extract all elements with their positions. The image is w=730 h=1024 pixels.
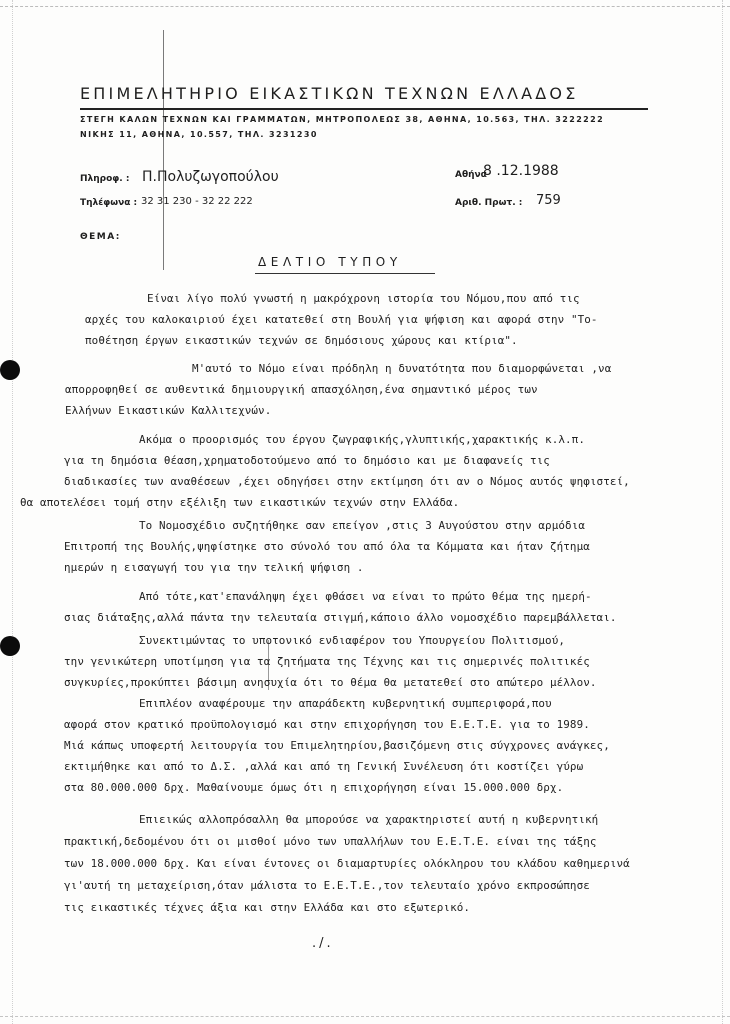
body-line: γι'αυτή τη μεταχείριση,όταν μάλιστα το Ε.Ε.Τ.Ε.,τον τελευταίο χρόνο εκπροσώπησε [64, 879, 590, 892]
body-line: αφορά στον κρατικό προϋπολογισμό και στην επιχορήγηση του Ε.Ε.Τ.Ε. για το 1989. [64, 718, 590, 731]
body-line: Από τότε,κατ'επανάληψη έχει φθάσει να είναι το πρώτο θέμα της ημερή- [139, 590, 592, 603]
body-line: πρακτική,δεδομένου ότι οι μισθοί μόνο των υπαλλήλων του Ε.Ε.Τ.Ε. είναι της τάξης [64, 835, 597, 848]
body-line: σιας διάταξης,αλλά πάντα την τελευταία στιγμή,κάποιο άλλο νομοσχέδιο παρεμβάλλεται. [64, 611, 617, 624]
body-line: Το Νομοσχέδιο συζητήθηκε σαν επείγον ,στις 3 Αυγούστου στην αρμόδια [139, 519, 585, 532]
body-line: των 18.000.000 δρχ. Και είναι έντονες οι διαμαρτυρίες ολόκληρου του κλάδου καθημερινά [64, 857, 630, 870]
body-line: εκτιμήθηκε και από το Δ.Σ. ,αλλά και από τη Γενική Συνέλευση ότι κοστίζει γύρω [64, 760, 584, 773]
date-value: 8 .12.1988 [483, 163, 559, 179]
scan-edge-left [12, 0, 13, 1024]
letterhead-title: ΕΠΙΜΕΛΗΤΗΡΙΟ ΕΙΚΑΣΤΙΚΩΝ ΤΕΧΝΩΝ ΕΛΛΑΔΟΣ [80, 84, 579, 103]
body-line: Επιτροπή της Βουλής,ψηφίστηκε στο σύνολό του από όλα τα Κόμματα και ήταν ζήτημα [64, 540, 590, 553]
body-line: συγκυρίες,προκύπτει βάσιμη ανησυχία ότι το θέμα θα μετατεθεί στο απώτερο μέλλον. [64, 676, 597, 689]
info-value: Π.Πολυζωγοπούλου [142, 169, 279, 185]
continuation-mark: ./. [312, 936, 334, 951]
press-release-heading: ΔΕΛΤΙΟ ΤΥΠΟΥ [258, 255, 402, 269]
body-line: την γενικώτερη υποτίμηση για τα ζητήματα της Τέχνης και τις σημερινές πολιτικές [64, 655, 590, 668]
info-label: Πληροφ. : [80, 174, 130, 184]
body-line: Ελλήνων Εικαστικών Καλλιτεχνών. [65, 404, 272, 417]
body-line: τις εικαστικές τέχνες άξια και στην Ελλάδα και στο εξωτερικό. [64, 901, 471, 914]
city-label: Αθήνα [455, 170, 487, 180]
fold-line [163, 30, 164, 270]
protocol-label: Αριθ. Πρωτ. : [455, 198, 523, 208]
body-line: για τη δημόσια θέαση,χρηματοδοτούμενο από το δημόσιο και με διαφανείς τις [64, 454, 550, 467]
body-line: Είναι λίγο πολύ γνωστή η μακρόχρονη ιστορία του Νόμου,που από τις [147, 292, 580, 305]
phones-label: Τηλέφωνα : [80, 198, 138, 208]
scan-edge-bottom [0, 1016, 730, 1017]
body-line: στα 80.000.000 δρχ. Μαθαίνουμε όμως ότι η επιχορήγηση είναι 15.000.000 δρχ. [64, 781, 564, 794]
scan-edge-top [0, 6, 730, 7]
body-line: Μιά κάπως υποφερτή λειτουργία του Επιμελητηρίου,βασιζόμενη στις σύγχρονες ανάγκες, [64, 739, 610, 752]
letterhead-address-1: ΣΤΕΓΗ ΚΑΛΩΝ ΤΕΧΝΩΝ ΚΑΙ ΓΡΑΜΜΑΤΩΝ, ΜΗΤΡΟΠΟΛΕΩΣ 38, ΑΘΗΝΑ, 10.563, ΤΗΛ. 3222222 [80, 115, 605, 124]
body-line: Συνεκτιμώντας το υποτονικό ενδιαφέρον του Υπουργείου Πολιτισμού, [139, 634, 566, 647]
body-line: διαδικασίες των αναθέσεων ,έχει οδηγήσει στην εκτίμηση ότι αν ο Νόμος αυτός ψηφιστεί, [64, 475, 630, 488]
body-line: Επιπλέον αναφέρουμε την απαράδεκτη κυβερνητική συμπεριφορά,που [139, 697, 552, 710]
body-line: ημερών η εισαγωγή του για την τελική ψήφιση . [64, 561, 364, 574]
scan-edge-right [722, 0, 723, 1024]
punch-hole-top [0, 360, 20, 380]
phones-value: 32 31 230 - 32 22 222 [141, 196, 253, 207]
body-line: Επιεικώς αλλοπρόσαλλη θα μπορούσε να χαρακτηριστεί αυτή η κυβερνητική [139, 813, 599, 826]
body-line: ποθέτηση έργων εικαστικών τεχνών σε δημόσιους χώρους και κτίρια". [85, 334, 518, 347]
heading-underline [255, 273, 435, 274]
letterhead-address-2: ΝΙΚΗΣ 11, ΑΘΗΝΑ, 10.557, ΤΗΛ. 3231230 [80, 130, 318, 139]
body-line: θα αποτελέσει τομή στην εξέλιξη των εικαστικών τεχνών στην Ελλάδα. [20, 496, 460, 509]
body-line: Μ'αυτό το Νόμο είναι πρόδηλη η δυνατότητα που διαμορφώνεται ,να [192, 362, 612, 375]
protocol-value: 759 [536, 193, 561, 208]
letterhead-rule [80, 108, 648, 110]
punch-hole-bottom [0, 636, 20, 656]
subject-label: ΘΕΜΑ: [80, 232, 121, 242]
body-line: Ακόμα ο προορισμός του έργου ζωγραφικής,γλυπτικής,χαρακτικής κ.λ.π. [139, 433, 585, 446]
body-line: αρχές του καλοκαιριού έχει κατατεθεί στη Βουλή για ψήφιση και αφορά στην "Το- [85, 313, 598, 326]
body-line: απορροφηθεί σε αυθεντικά δημιουργική απασχόληση,ένα σημαντικό μέρος των [65, 383, 538, 396]
